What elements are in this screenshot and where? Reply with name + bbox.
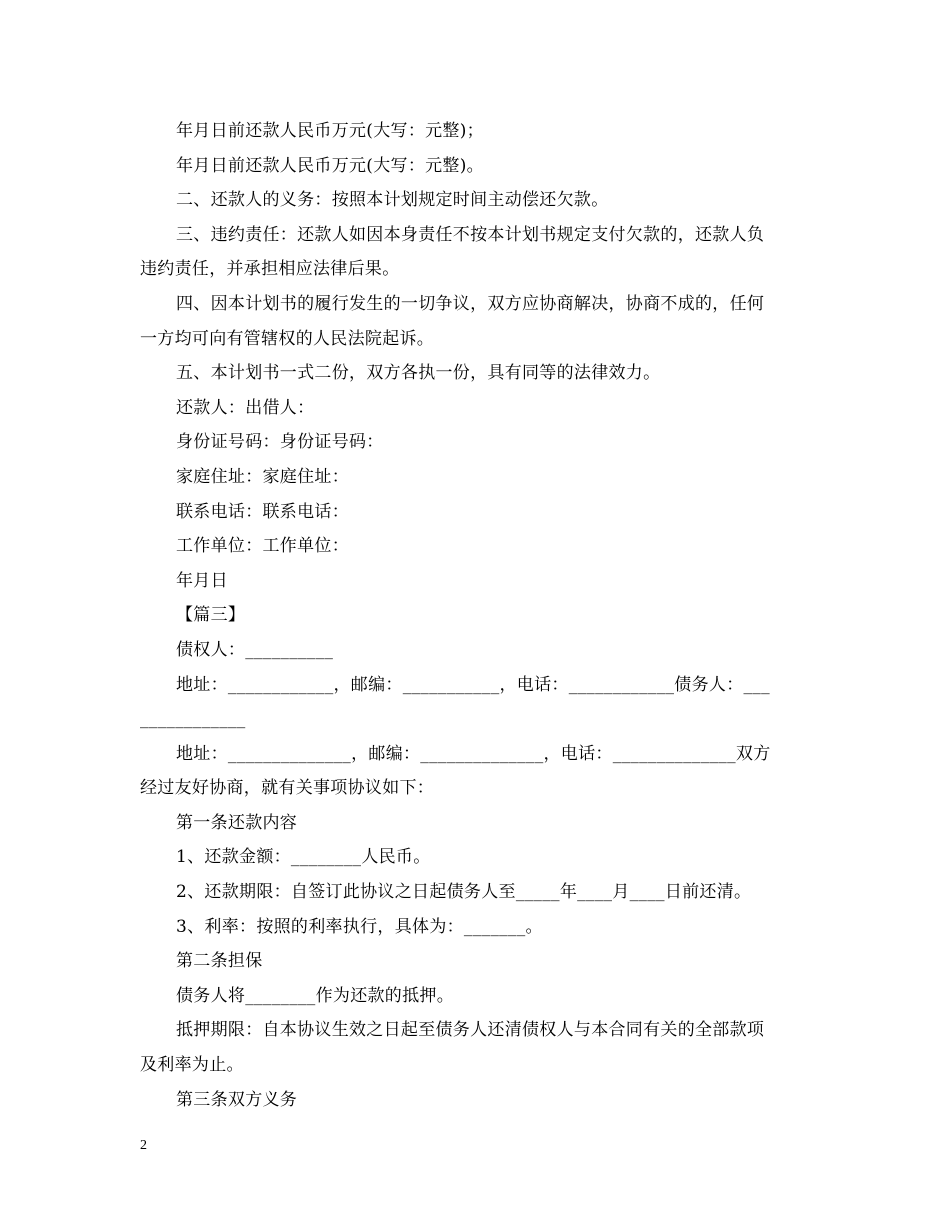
paragraph-line: 四、因本计划书的履行发生的一切争议，双方应协商解决，协商不成的，任何 <box>176 293 765 314</box>
clause-line: 1、还款金额：________人民币。 <box>176 847 431 868</box>
address-line: 地址：______________，邮编：______________，电话：______________双方 <box>176 743 771 764</box>
page-number: 2 <box>140 1138 147 1153</box>
article-heading: 第二条担保 <box>176 951 263 972</box>
paragraph-continuation-line: 及利率为止。 <box>140 1055 244 1076</box>
clause-line: 3、利率：按照的利率执行，具体为：_______。 <box>176 916 543 937</box>
paragraph-line: 年月日前还款人民币万元(大写：元整)。 <box>176 155 484 176</box>
document-body <box>140 114 812 1117</box>
paragraph-continuation-line: 一方均可向有管辖权的人民法院起诉。 <box>140 328 435 349</box>
paragraph-continuation-line: ____________ <box>140 709 246 730</box>
clause-line: 抵押期限：自本协议生效之日起至债务人还清债权人与本合同有关的全部款项 <box>176 1020 765 1041</box>
paragraph-continuation-line: 违约责任，并承担相应法律后果。 <box>140 259 400 280</box>
section-heading: 【篇三】 <box>176 605 246 626</box>
paragraph-line: 年月日前还款人民币万元(大写：元整)； <box>176 121 484 141</box>
signature-field-line: 联系电话：联系电话： <box>176 501 349 522</box>
clause-line: 2、还款期限：自签订此协议之日起债务人至_____年____月____日前还清。 <box>176 882 752 903</box>
article-heading: 第一条还款内容 <box>176 812 298 833</box>
article-heading: 第三条双方义务 <box>176 1089 298 1110</box>
signature-field-line: 工作单位：工作单位： <box>176 536 349 557</box>
date-line: 年月日 <box>176 570 228 591</box>
paragraph-continuation-line: 经过友好协商，就有关事项协议如下： <box>140 778 435 799</box>
address-line: 地址：____________，邮编：___________，电话：____________债务人：___ <box>176 674 770 695</box>
signature-field-line: 家庭住址：家庭住址： <box>176 466 349 487</box>
paragraph-line: 五、本计划书一式二份，双方各执一份，具有同等的法律效力。 <box>176 363 661 384</box>
clause-line: 债务人将________作为还款的抵押。 <box>176 985 454 1006</box>
paragraph-line: 二、还款人的义务：按照本计划规定时间主动偿还欠款。 <box>176 190 609 211</box>
creditor-line: 债权人：__________ <box>176 639 334 660</box>
paragraph-line: 三、违约责任：还款人如因本身责任不按本计划书规定支付欠款的，还款人负 <box>176 224 765 245</box>
signature-field-line: 还款人：出借人： <box>176 397 315 418</box>
signature-field-line: 身份证号码：身份证号码： <box>176 432 384 453</box>
